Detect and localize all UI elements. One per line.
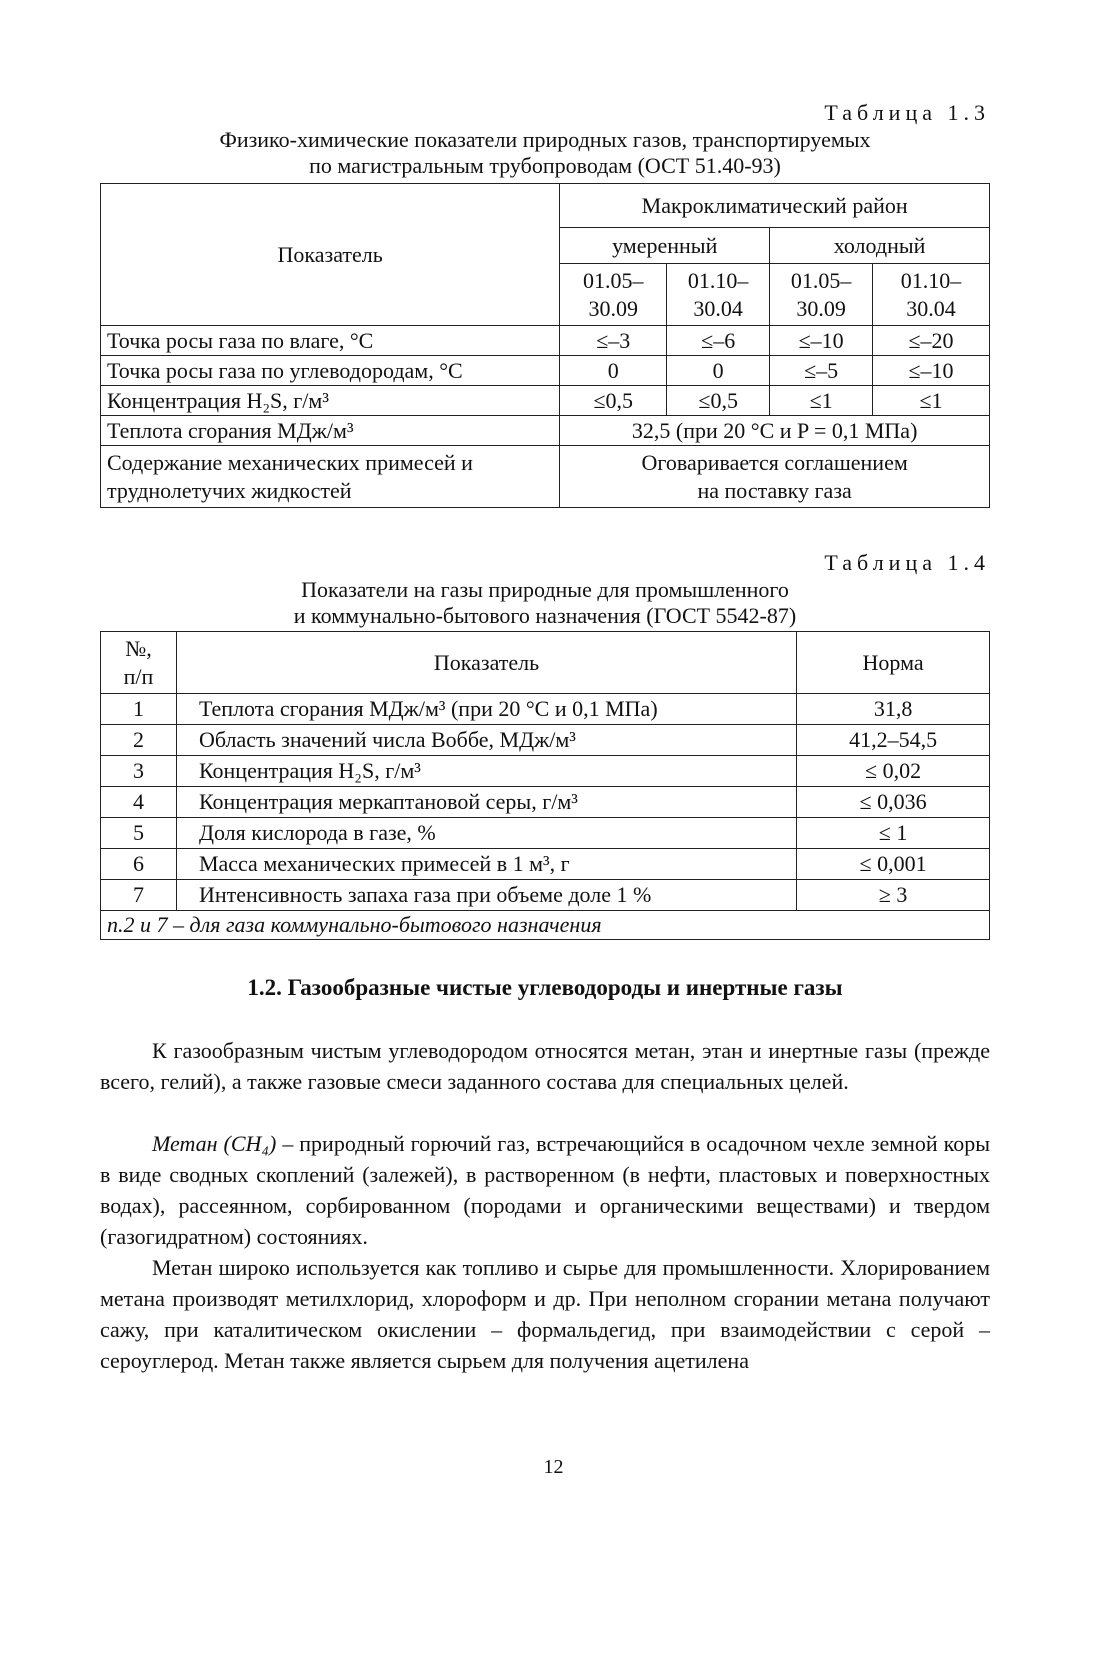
table-1-4-title-line2: и коммунально-бытового назначения (ГОСТ 5542-87)	[293, 603, 797, 628]
paragraph-2-text: – природный горючий газ, встречающийся в осадочном чехле земной коры в виде сводных скоплений (залежей), в растворенном (в нефти, пластовых и поверхностных водах), рассеянном, сорбированном (породами и органическими веществами) и твердом (газогидратном) состояниях.	[100, 1131, 990, 1249]
table-row: 2 Область значений числа Воббе, МДж/м³ 41,2–54,5	[101, 725, 990, 756]
header-region: Макроклиматический район	[560, 184, 990, 228]
header-indicator-2: Показатель	[176, 632, 796, 694]
table-1-4	[100, 631, 990, 940]
table-row: 7 Интенсивность запаха газа при объеме доле 1 % ≥ 3	[101, 880, 990, 911]
header-cold: холодный	[770, 228, 990, 264]
header-moderate: умеренный	[560, 228, 770, 264]
header-period-1: 01.05– 30.09	[560, 264, 667, 326]
table-1-3-label: Таблица 1.3	[824, 100, 990, 125]
table-row: Концентрация H₂S, г/м³ ≤0,5 ≤0,5 ≤1 ≤1	[101, 386, 990, 416]
table-note: п.2 и 7 – для газа коммунально-бытового назначения	[101, 911, 990, 940]
table-1-4-title	[100, 577, 990, 629]
table-row: Теплота сгорания МДж/м³ 32,5 (при 20 °С и P = 0,1 МПа)	[101, 416, 990, 446]
table-note-row	[101, 911, 990, 940]
page-number: 12	[543, 1456, 564, 1478]
header-period-4: 01.10– 30.04	[873, 264, 990, 326]
table-row: 1 Теплота сгорания МДж/м³ (при 20 °С и 0,1 МПа) 31,8	[101, 694, 990, 725]
impurities-value-line1: Оговаривается соглашением	[641, 449, 908, 475]
table-row: 3 Концентрация H₂S, г/м³ ≤ 0,02	[101, 756, 990, 787]
header-period-2: 01.10– 30.04	[667, 264, 770, 326]
table-1-4-title-line1: Показатели на газы природные для промышленного	[301, 577, 789, 602]
table-row: 5 Доля кислорода в газе, % ≤ 1	[101, 818, 990, 849]
table-1-3	[100, 183, 990, 508]
table-row: Содержание механических примесей и труднолетучих жидкостей Оговаривается соглашением на поставку газа	[101, 446, 990, 508]
methane-term: Метан (CH₄)	[152, 1131, 277, 1156]
table-1-3-title-line1: Физико-химические показатели природных газов, транспортируемых	[219, 127, 871, 152]
header-period-3: 01.05– 30.09	[770, 264, 873, 326]
header-norm: Норма	[797, 632, 990, 694]
table-row: 6 Масса механических примесей в 1 м³, г ≤ 0,001	[101, 849, 990, 880]
paragraph-2	[100, 1128, 990, 1252]
paragraph-1: К газообразным чистым углеводородом относятся метан, этан и инертные газы (прежде всего, гелий), а также газовые смеси заданного состава для специальных целей.	[100, 1038, 990, 1094]
impurities-value-line2: на поставку газа	[697, 477, 852, 503]
table-row: Точка росы газа по влаге, °С ≤–3 ≤–6 ≤–10 ≤–20	[101, 326, 990, 356]
header-indicator: Показатель	[101, 184, 560, 326]
table-row: Точка росы газа по углеводородам, °С 0 0 ≤–5 ≤–10	[101, 356, 990, 386]
header-num: №, п/п	[101, 632, 177, 694]
table-row: 4 Концентрация меркаптановой серы, г/м³ ≤ 0,036	[101, 787, 990, 818]
paragraph-3: Метан широко используется как топливо и сырье для промышленности. Хлорированием метана производят метилхлорид, хлороформ и др. При неполном сгорании метана получают сажу, при каталитическом окислении – формальдегид, при взаимодействии с серой – сероуглерод. Метан также является сырьем для получения ацетилена	[100, 1255, 990, 1373]
table-1-3-title	[100, 127, 990, 179]
table-1-3-title-line2: по магистральным трубопроводам (ОСТ 51.40-93)	[309, 153, 781, 178]
section-heading: 1.2. Газообразные чистые углеводороды и инертные газы	[247, 975, 843, 1000]
table-1-4-label: Таблица 1.4	[824, 550, 990, 575]
